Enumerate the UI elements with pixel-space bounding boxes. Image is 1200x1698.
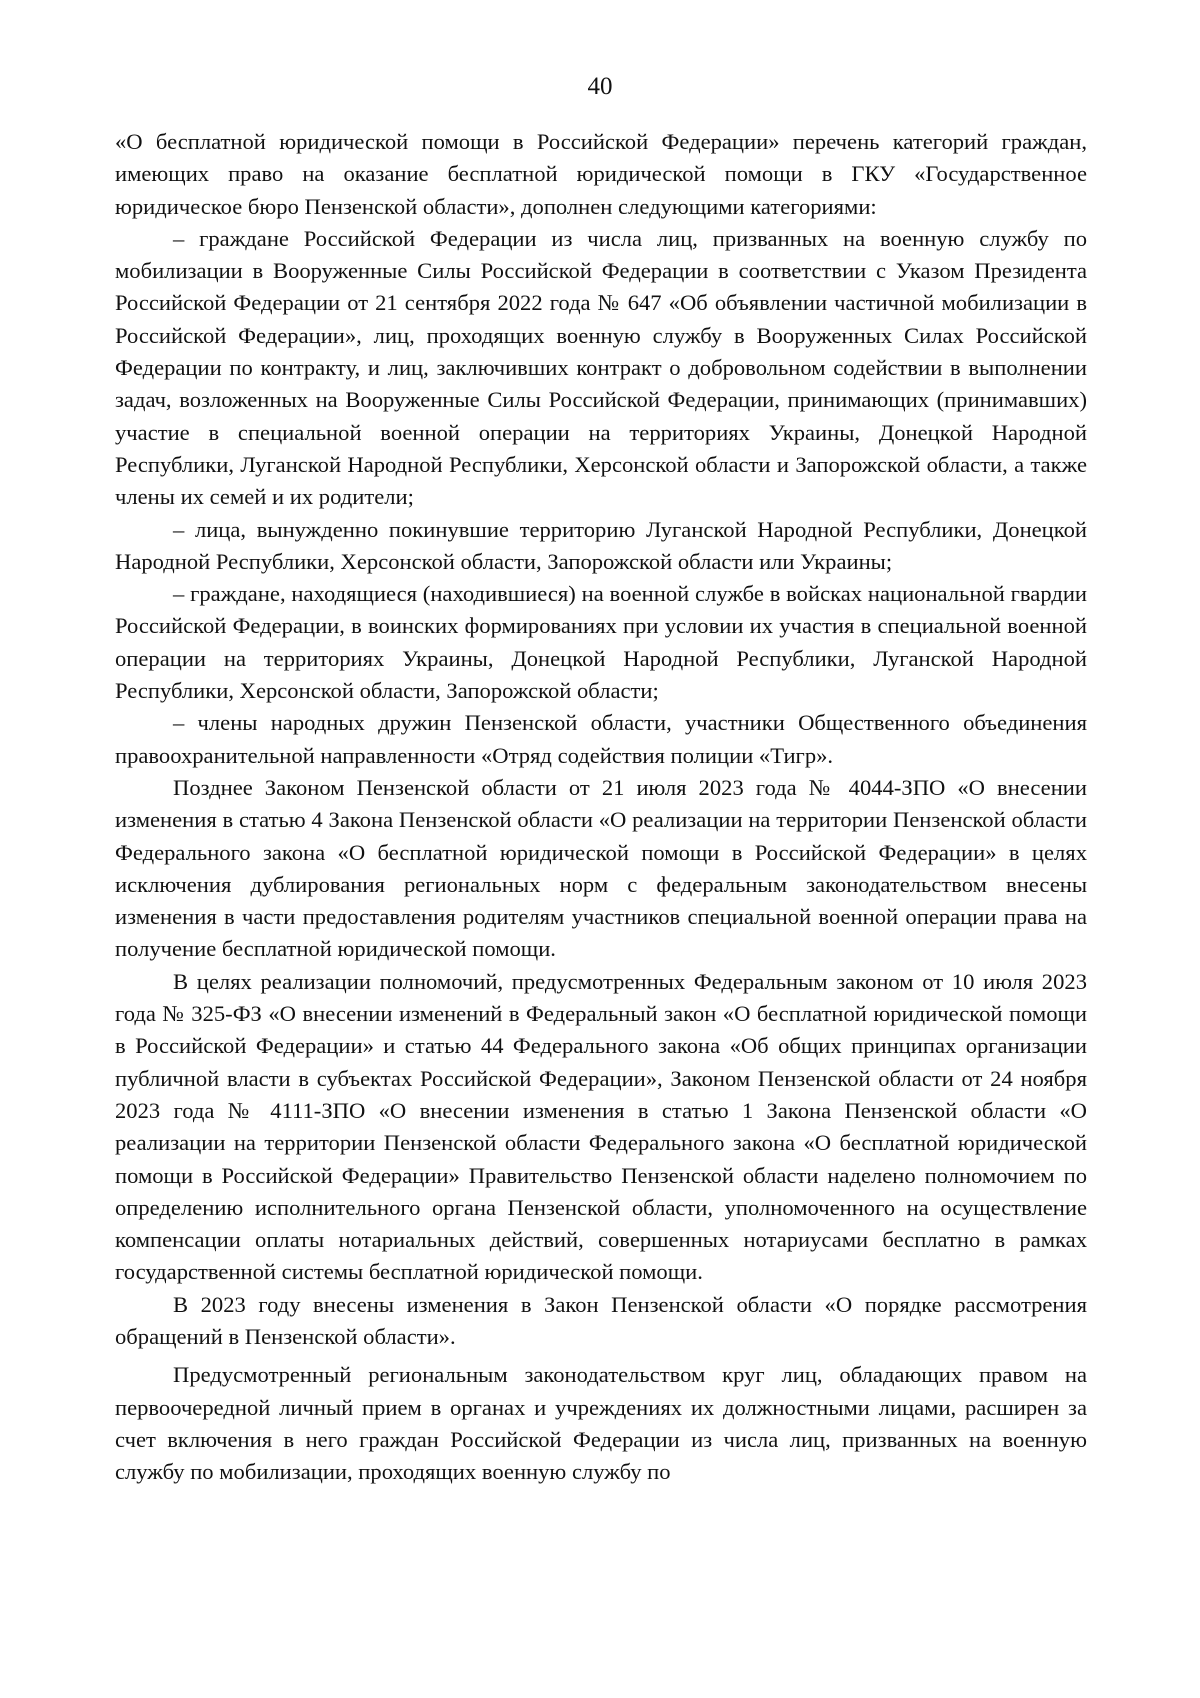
paragraph-priority-reception: Предусмотренный региональным законодательством круг лиц, обладающих правом на первоочередной личный прием в органах и учреждениях их должностными лицами, расширен за счет включения в него граждан Российской Федерации из числа лиц, призванных на военную службу по мобилизации, проходящих военную службу по: [115, 1362, 1087, 1485]
paragraph-appeals-law: В 2023 году внесены изменения в Закон Пензенской области «О порядке рассмотрения обращений в Пензенской области».: [115, 1291, 1087, 1349]
document-body: [115, 126, 1087, 1488]
list-item-mobilized-citizens: – граждане Российской Федерации из числа лиц, призванных на военную службу по мобилизации в Вооруженные Силы Российской Федерации в соответствии с Указом Президента Российской Федерации от 21 сентября 2022 года № 647 «Об объявлении частичной мобилизации в Российской Федерации», лиц, проходящих военную службу в Вооруженных Силах Российской Федерации по контракту, и лиц, заключивших контракт о добровольном содействии в выполнении задач, возложенных на Вооруженные Силы Российской Федерации, принимающих (принимавших) участие в специальной военной операции на территориях Украины, Донецкой Народной Республики, Луганской Народной Республики, Херсонской области и Запорожской области, а также члены их семей и их родители;: [115, 225, 1087, 510]
paragraph-continuation: «О бесплатной юридической помощи в Российской Федерации» перечень категорий граждан, имеющих право на оказание бесплатной юридической помощи в ГКУ «Государственное юридическое бюро Пензенской области», дополнен следующими категориями:: [115, 129, 1087, 219]
list-item-displaced-persons: – лица, вынужденно покинувшие территорию Луганской Народной Республики, Донецкой Народной Республики, Херсонской области, Запорожской области или Украины;: [115, 516, 1087, 574]
list-item-national-guard: – граждане, находящиеся (находившиеся) на военной службе в войсках национальной гвардии Российской Федерации, в воинских формированиях при условии их участия в специальной военной операции на территориях Украины, Донецкой Народной Республики, Луганской Народной Республики, Херсонской области, Запорожской области;: [115, 581, 1087, 704]
paragraph-law-4044: Позднее Законом Пензенской области от 21 июля 2023 года № 4044-ЗПО «О внесении изменения в статью 4 Закона Пензенской области «О реализации на территории Пензенской области Федерального закона «О бесплатной юридической помощи в Российской Федерации» в целях исключения дублирования региональных норм с федеральным законодательством внесены изменения в части предоставления родителям участников специальной военной операции права на получение бесплатной юридической помощи.: [115, 774, 1087, 962]
list-item-people-squads: – члены народных дружин Пензенской области, участники Общественного объединения правоохранительной направленности «Отряд содействия полиции «Тигр».: [115, 710, 1087, 768]
paragraph-law-4111: В целях реализации полномочий, предусмотренных Федеральным законом от 10 июля 2023 года № 325-ФЗ «О внесении изменений в Федеральный закон «О бесплатной юридической помощи в Российской Федерации» и статью 44 Федерального закона «Об общих принципах организации публичной власти в субъектах Российской Федерации», Законом Пензенской области от 24 ноября 2023 года № 4111-ЗПО «О внесении изменения в статью 1 Закона Пензенской области «О реализации на территории Пензенской области Федерального закона «О бесплатной юридической помощи в Российской Федерации» Правительство Пензенской области наделено полномочием по определению исполнительного органа Пензенской области, уполномоченного на осуществление компенсации оплаты нотариальных действий, совершенных нотариусами бесплатно в рамках государственной системы бесплатной юридической помощи.: [115, 968, 1087, 1285]
page-number: 40: [587, 73, 613, 100]
